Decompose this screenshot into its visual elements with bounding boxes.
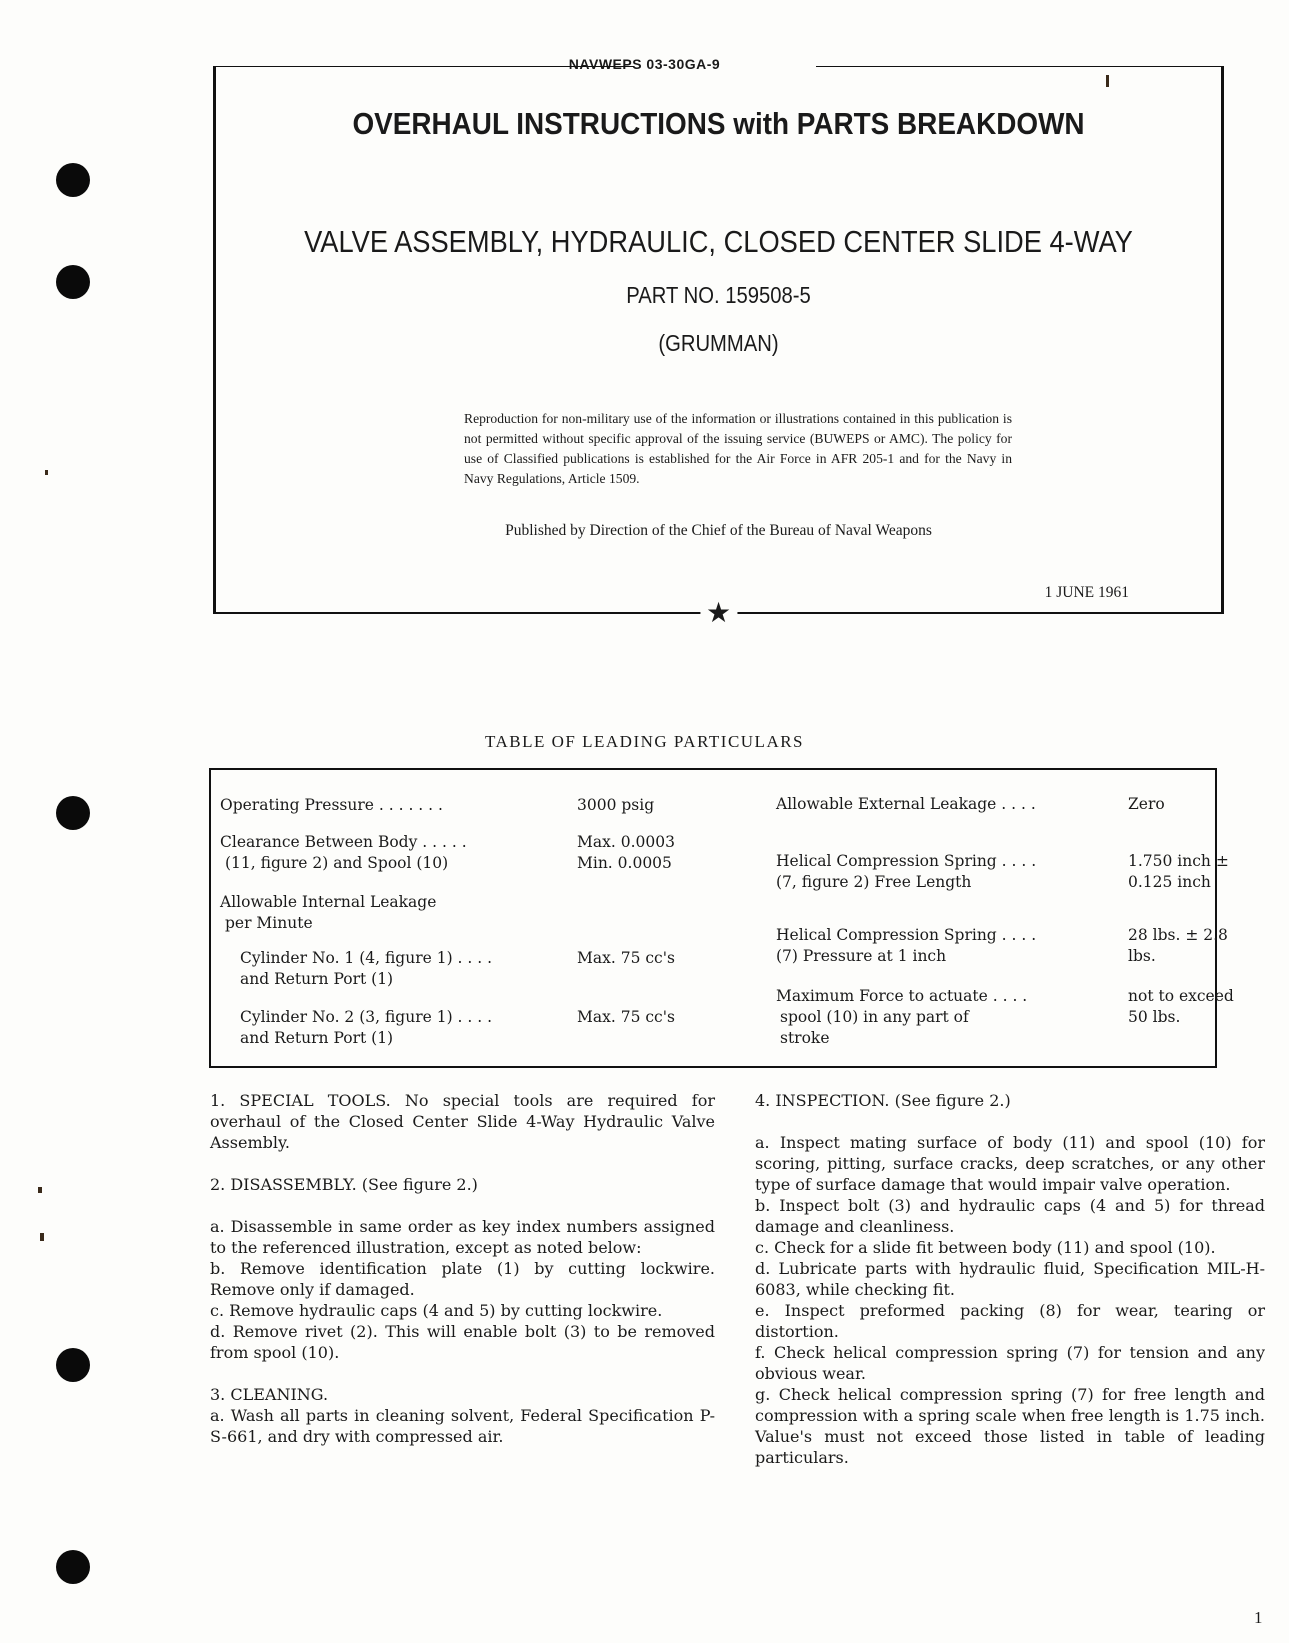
internal-leakage-label: Allowable Internal Leakage: [220, 893, 437, 911]
cylinder-2-label: and Return Port (1): [240, 1029, 394, 1047]
scan-speck: [45, 470, 48, 475]
inspection-step-e: e. Inspect preformed packing (8) for wear, tearing or distortion.: [755, 1301, 1265, 1341]
spring-length-label: Helical Compression Spring . . . .: [776, 852, 1037, 870]
cleaning-step-a: a. Wash all parts in cleaning solvent, Federal Specification P-S-661, and dry with compressed air.: [210, 1406, 715, 1446]
max-force-label: stroke: [780, 1029, 830, 1047]
special-tools-paragraph: 1. SPECIAL TOOLS. No special tools are required for overhaul of the Closed Center Slide 4-Way Hydraulic Valve Assembly.: [210, 1091, 715, 1152]
published-by: Published by Direction of the Chief of the Bureau of Naval Weapons: [505, 522, 932, 539]
inspection-step-d: d. Lubricate parts with hydraulic fluid, Specification MIL-H-6083, while checking fit.: [755, 1259, 1265, 1299]
clearance-max: Max. 0.0003: [577, 833, 675, 851]
max-force-value: not to exceed: [1128, 987, 1234, 1005]
scan-speck: [38, 1187, 42, 1193]
inspection-step-f: f. Check helical compression spring (7) for tension and any obvious wear.: [755, 1343, 1265, 1383]
bottom-rule: [216, 596, 1221, 629]
publication-date: 1 JUNE 1961: [1044, 584, 1129, 601]
max-force-value: 50 lbs.: [1128, 1008, 1181, 1026]
spring-pressure-value: lbs.: [1128, 947, 1156, 965]
cylinder-1-value: Max. 75 cc's: [577, 949, 675, 967]
star-icon: ★: [700, 596, 737, 630]
inspection-step-g: g. Check helical compression spring (7) for free length and compression with a spring scale when free length is 1.75 inch. Value's must not exceed those listed in table of leading particulars.: [755, 1385, 1265, 1467]
external-leakage-value: Zero: [1128, 795, 1165, 813]
binder-hole: [56, 1348, 90, 1382]
clearance-label: (11, figure 2) and Spool (10): [225, 854, 449, 872]
max-force-label: spool (10) in any part of: [780, 1008, 969, 1026]
disassembly-step-d: d. Remove rivet (2). This will enable bolt (3) to be removed from spool (10).: [210, 1322, 715, 1362]
cylinder-2-value: Max. 75 cc's: [577, 1008, 675, 1026]
internal-leakage-label: per Minute: [225, 914, 313, 932]
inspection-step-c: c. Check for a slide fit between body (11) and spool (10).: [755, 1238, 1216, 1257]
inspection-step-a: a. Inspect mating surface of body (11) and spool (10) for scoring, pitting, surface cracks, deep scratches, or any other type of surface damage that would impair valve operation.: [755, 1133, 1265, 1194]
cleaning-heading: 3. CLEANING.: [210, 1385, 329, 1404]
reproduction-notice: Reproduction for non-military use of the information or illustrations contained in this publication is not permitted without specific approval of the issuing service (BUWEPS or AMC). The policy for use of Classified publications is established for the Air Force in AFR 205-1 and for the Navy in Navy Regulations, Article 1509.: [464, 411, 1012, 486]
binder-hole: [56, 796, 90, 830]
cylinder-2-label: Cylinder No. 2 (3, figure 1) . . . .: [240, 1008, 493, 1026]
subtitle: VALVE ASSEMBLY, HYDRAULIC, CLOSED CENTER SLIDE 4-WAY: [304, 224, 1133, 259]
main-title: OVERHAUL INSTRUCTIONS with PARTS BREAKDOWN: [352, 106, 1085, 141]
inspection-step-b: b. Inspect bolt (3) and hydraulic caps (4 and 5) for thread damage and cleanliness.: [755, 1196, 1265, 1236]
scan-speck: [40, 1233, 44, 1241]
document-code: NAVWEPS 03-30GA-9: [568, 56, 721, 72]
spring-length-label: (7, figure 2) Free Length: [776, 873, 972, 891]
clearance-min: Min. 0.0005: [577, 854, 672, 872]
cylinder-1-label: and Return Port (1): [240, 970, 394, 988]
page-number: 1: [1254, 1608, 1263, 1627]
manufacturer: (GRUMMAN): [658, 330, 779, 356]
binder-hole: [56, 1550, 90, 1584]
cover-title-box: [213, 66, 1224, 629]
left-text-column: [210, 1090, 715, 1447]
spring-pressure-label: (7) Pressure at 1 inch: [776, 947, 947, 965]
disassembly-step-b: b. Remove identification plate (1) by cutting lockwire. Remove only if damaged.: [210, 1259, 715, 1299]
max-force-label: Maximum Force to actuate . . . .: [776, 987, 1028, 1005]
part-number: PART NO. 159508-5: [626, 282, 811, 308]
spring-length-value: 0.125 inch: [1128, 873, 1211, 891]
disassembly-step-a: a. Disassemble in same order as key index numbers assigned to the referenced illustration, except as noted below:: [210, 1217, 715, 1257]
binder-hole: [56, 265, 90, 299]
inspection-heading: 4. INSPECTION. (See figure 2.): [755, 1091, 1011, 1110]
spring-pressure-label: Helical Compression Spring . . . .: [776, 926, 1037, 944]
leading-particulars-table: [209, 768, 1234, 1068]
spring-length-value: 1.750 inch ±: [1128, 852, 1229, 870]
binder-hole: [56, 163, 90, 197]
op-pressure-label: Operating Pressure . . . . . . .: [220, 796, 443, 814]
external-leakage-label: Allowable External Leakage . . . .: [776, 795, 1036, 813]
disassembly-heading: 2. DISASSEMBLY. (See figure 2.): [210, 1175, 478, 1194]
spring-pressure-value: 28 lbs. ± 2.8: [1128, 926, 1228, 944]
disassembly-step-c: c. Remove hydraulic caps (4 and 5) by cutting lockwire.: [210, 1301, 663, 1320]
op-pressure-value: 3000 psig: [577, 796, 655, 814]
cylinder-1-label: Cylinder No. 1 (4, figure 1) . . . .: [240, 949, 493, 967]
right-text-column: [755, 1090, 1265, 1468]
table-heading: TABLE OF LEADING PARTICULARS: [484, 732, 805, 751]
clearance-label: Clearance Between Body . . . . .: [220, 833, 467, 851]
